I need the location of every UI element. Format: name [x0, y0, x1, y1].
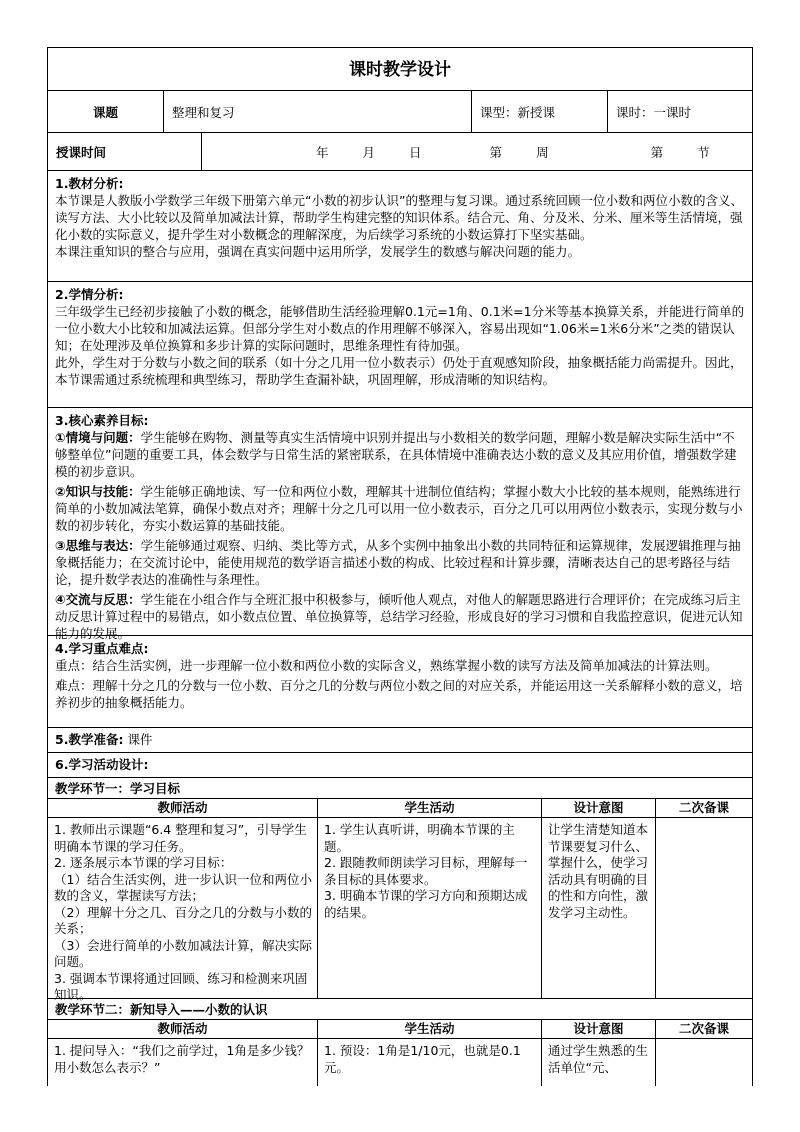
goal-item-text: 学生能够通过观察、归纳、类比等方式，从多个实例中抽象出小数的共同特征和运算规律，发展逻辑推理与抽象概括能力；在交流讨论中，能使用规范的数学语言描述小数的构成、比较过程和计算步骤，清晰表达自己的思考路径与结论，提升数学表达的准确性与条理性。 [55, 538, 741, 587]
topic-value: 整理和复习 [164, 91, 472, 132]
time-fields [202, 133, 752, 170]
section-paragraph: 三年级学生已经初步接触了小数的概念，能够借助生活经验理解0.1元=1角、0.1米=1分米等基本换算关系，并能进行简单的一位小数大小比较和加减法运算。但部分学生对小数点的作用理解不够深入，容易出现如“1.06米=1米6分米”之类的错误认知；在处理涉及单位换算和多步计算的实际问题时，思维条理性有待加强。 [55, 304, 745, 353]
preparation-value: 课件 [127, 732, 153, 747]
lesson-period: 课时：一课时 [616, 104, 692, 120]
section-paragraph: 此外，学生对于分数与小数之间的联系（如十分之几用一位小数表示）仍处于直观感知阶段，抽象概括能力尚需提升。因此，本节课需通过系统梳理和典型练习，帮助学生查漏补缺，巩固理解，形成清晰的知识结构。 [55, 355, 743, 387]
time-row [47, 133, 753, 171]
header-student: 学生活动 [318, 799, 542, 817]
goal-item-text: 学生能够正确地读、写一位和两位小数，理解其十进制位值结构；掌握小数大小比较的基本规则，能熟练进行简单的小数加减法笔算，确保小数点对齐；理解十分之几可以用一位小数表示，百分之几可以用两位小数表示，实现分数与小数的初步转化，夯实小数运算的基础技能。 [55, 484, 743, 533]
stage-two-intent: 通过学生熟悉的生活单位“元、 [542, 1039, 656, 1086]
lesson-type: 课型：新授课 [472, 91, 608, 132]
section-key-points [47, 636, 753, 728]
time-day: 日 [409, 144, 422, 160]
goal-item [55, 483, 746, 534]
time-week: 周 [536, 144, 549, 160]
stage-one-note [656, 818, 752, 998]
section-paragraph: 本课注重知识的整合与应用，强调在真实问题中运用所学，发展学生的数感与解决问题的能力。 [55, 244, 581, 259]
time-week-prefix: 第 [489, 144, 503, 160]
goal-item-head: ④交流与反思： [55, 592, 141, 607]
header-teacher: 教师活动 [48, 799, 318, 817]
activity-table-header [47, 799, 753, 818]
time-label: 授课时间 [48, 133, 202, 170]
stage-one-student: 1. 学生认真听讲，明确本节课的主题。 2. 跟随教师朗读学习目标，理解每一条目标的具体要求。 3. 明确本节课的学习方向和预期达成的结果。 [318, 818, 542, 998]
time-section-prefix: 第 [650, 144, 664, 160]
section-heading: 5.教学准备: [55, 732, 124, 747]
goal-item-text: 学生能够在购物、测量等真实生活情境中识别并提出与小数相关的数学问题，理解小数是解决实际生活中“不够整单位”问题的重要工具，体会数学与日常生活的紧密联系，在具体情境中准确表达小数的意义及其应用价值，增强数学建模的初步意识。 [55, 430, 737, 479]
section-paragraph: 本节课是人教版小学数学三年级下册第六单元“小数的初步认识”的整理与复习课。通过系统回顾一位小数和两位小数的含义、读写方法、大小比较以及简单加减法计算，帮助学生构建完整的知识体系。结合元、角、分及米、分米、厘米等生活情境，强化小数的实际意义，提升学生对小数概念的理解深度，为后续学习系统的小数运算打下坚实基础。 [55, 193, 743, 242]
header-intent: 设计意图 [542, 1020, 656, 1038]
goal-item [55, 537, 746, 588]
topic-row [47, 91, 753, 133]
section-textbook-analysis [47, 171, 753, 282]
activity-table-header [47, 1020, 753, 1039]
stage-two-row [47, 1039, 753, 1086]
header-second-prep: 二次备课 [678, 1021, 729, 1036]
goal-item [55, 429, 746, 480]
stage-one-row [47, 818, 753, 1002]
stage-one-intent: 让学生清楚知道本节课要复习什么、掌握什么，使学习活动具有明确的目的性和方向性，激发学习主动性。 [542, 818, 656, 998]
section-preparation [47, 728, 753, 753]
stage-two-note [656, 1039, 752, 1086]
goal-item-head: ③思维与表达： [55, 538, 141, 553]
stage-two-student: 1. 预设：1角是1/10元，也就是0.1元。 [318, 1039, 542, 1086]
goal-item-head: ②知识与技能： [55, 484, 141, 499]
header-second-prep: 二次备课 [678, 800, 729, 815]
time-section: 节 [697, 144, 710, 160]
time-month: 月 [362, 144, 376, 160]
stage-one-teacher: 1. 教师出示课题“6.4 整理和复习”，引导学生明确本节课的学习任务。 2. 逐条展示本节课的学习目标： （1）结合生活实例，进一步认识一位和两位小数的含义，掌握读写方法； （2）理解十分之几、百分之几的分数与小数的关系； （3）会进行简单的小数加减法计算，解决实际问题。 3. 强调本节课将通过回顾、练习和检测来巩固知识。 [48, 818, 318, 998]
section-heading: 4.学习重点难点: [55, 641, 149, 656]
section-heading: 6.学习活动设计: [55, 757, 149, 772]
stage-one-title: 教学环节一：学习目标 [47, 778, 753, 799]
goal-item-text: 学生能在小组合作与全班汇报中积极参与，倾听他人观点，对他人的解题思路进行合理评价；在完成练习后主动反思计算过程中的易错点，如小数点位置、单位换算等，总结学习经验，形成良好的学习习惯和自我监控意识，促进元认知能力的发展。 [55, 592, 743, 641]
goal-item-head: ①情境与问题： [55, 430, 141, 445]
stage-two-teacher: 1. 提问导入：“我们之前学过，1角是多少钱？用小数怎么表示？” [48, 1039, 318, 1086]
lesson-plan-sheet [47, 47, 753, 1086]
section-heading: 2.学情分析: [55, 287, 124, 302]
time-year: 年 [316, 144, 329, 160]
topic-label: 课题 [48, 91, 164, 132]
section-heading: 1.教材分析: [55, 176, 124, 191]
header-student: 学生活动 [318, 1020, 542, 1038]
stage-two-title: 教学环节二：新知导入——小数的认识 [47, 999, 753, 1020]
section-activity-design [47, 753, 753, 778]
document-title: 课时教学设计 [47, 47, 753, 91]
header-intent: 设计意图 [542, 799, 656, 817]
section-core-goals [47, 408, 753, 641]
goal-item [55, 591, 746, 642]
header-teacher: 教师活动 [48, 1020, 318, 1038]
section-student-analysis [47, 282, 753, 408]
section-paragraph: 难点：理解十分之几的分数与一位小数、百分之几的分数与两位小数之间的对应关系，并能运用这一关系解释小数的意义，培养初步的抽象概括能力。 [55, 678, 743, 710]
section-heading: 3.核心素养目标: [55, 413, 149, 428]
section-paragraph: 重点：结合生活实例，进一步理解一位小数和两位小数的实际含义，熟练掌握小数的读写方法及简单加减法的计算法则。 [55, 658, 718, 673]
